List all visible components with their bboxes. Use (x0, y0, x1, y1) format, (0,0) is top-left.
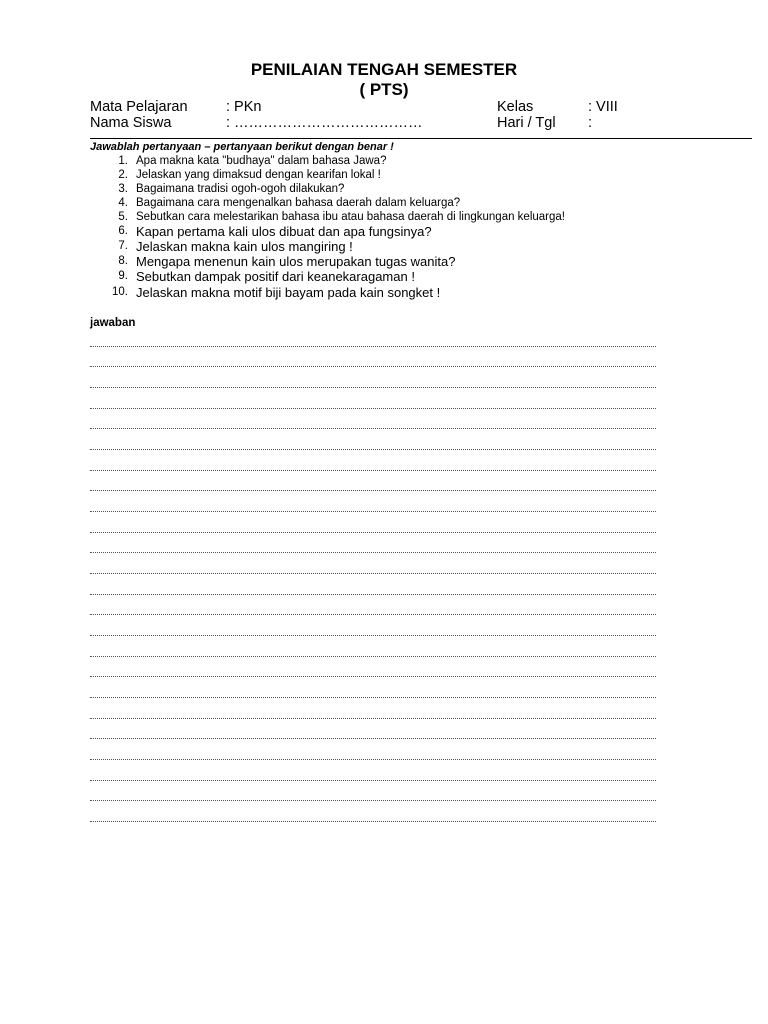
date-field: : (588, 115, 593, 131)
question-text: Jelaskan makna motif biji bayam pada kain songket ! (136, 285, 441, 300)
answer-line (90, 614, 656, 615)
answer-line (90, 366, 656, 367)
answer-line (90, 656, 656, 657)
answer-line (90, 470, 656, 471)
question-text: Bagaimana tradisi ogoh-ogoh dilakukan? (136, 183, 345, 195)
question-text: Apa makna kata "budhaya" dalam bahasa Jawa? (136, 155, 387, 167)
answer-line (90, 718, 656, 719)
question-number: 6. (118, 225, 128, 237)
question-number: 4. (118, 197, 128, 209)
student-name-label: Nama Siswa (90, 115, 172, 131)
question-text: Bagaimana cara mengenalkan bahasa daerah dalam keluarga? (136, 197, 461, 209)
page-title: PENILAIAN TENGAH SEMESTER (250, 60, 518, 79)
student-name-field: : ………………………………… (226, 115, 423, 131)
question-number: 2. (118, 169, 128, 181)
answer-line (90, 759, 656, 760)
answer-line (90, 821, 656, 822)
header-divider (90, 138, 752, 139)
answer-line (90, 532, 656, 533)
question-text: Jelaskan yang dimaksud dengan kearifan lokal ! (136, 169, 381, 181)
page-subtitle: ( PTS) (359, 80, 409, 99)
answer-line (90, 800, 656, 801)
subject-value: : PKn (226, 99, 262, 115)
answer-line (90, 594, 656, 595)
answer-line (90, 346, 656, 347)
question-number: 10. (112, 286, 128, 298)
question-number: 1. (118, 155, 128, 167)
question-number: 3. (118, 183, 128, 195)
question-number: 7. (118, 240, 128, 252)
answer-line (90, 490, 656, 491)
answer-line (90, 511, 656, 512)
question-text: Mengapa menenun kain ulos merupakan tugas wanita? (136, 254, 456, 269)
instruction-text: Jawablah pertanyaan – pertanyaan berikut dengan benar ! (90, 141, 394, 153)
answer-line (90, 552, 656, 553)
answer-line (90, 573, 656, 574)
question-number: 9. (118, 270, 128, 282)
answer-line (90, 408, 656, 409)
question-text: Sebutkan cara melestarikan bahasa ibu atau bahasa daerah di lingkungan keluarga! (136, 211, 565, 223)
question-number: 8. (118, 255, 128, 267)
date-label: Hari / Tgl (497, 115, 556, 131)
question-text: Sebutkan dampak positif dari keanekaragaman ! (136, 269, 415, 284)
answer-line (90, 697, 656, 698)
answer-line (90, 428, 656, 429)
question-text: Jelaskan makna kain ulos mangiring ! (136, 239, 353, 254)
answer-line (90, 449, 656, 450)
answer-line (90, 738, 656, 739)
answer-line (90, 780, 656, 781)
question-number: 5. (118, 211, 128, 223)
answer-line (90, 676, 656, 677)
answer-line (90, 635, 656, 636)
subject-label: Mata Pelajaran (90, 99, 188, 115)
answer-line (90, 387, 656, 388)
class-label: Kelas (497, 99, 534, 115)
answer-label: jawaban (90, 317, 136, 329)
question-text: Kapan pertama kali ulos dibuat dan apa fungsinya? (136, 224, 432, 239)
class-value: : VIII (588, 99, 618, 115)
